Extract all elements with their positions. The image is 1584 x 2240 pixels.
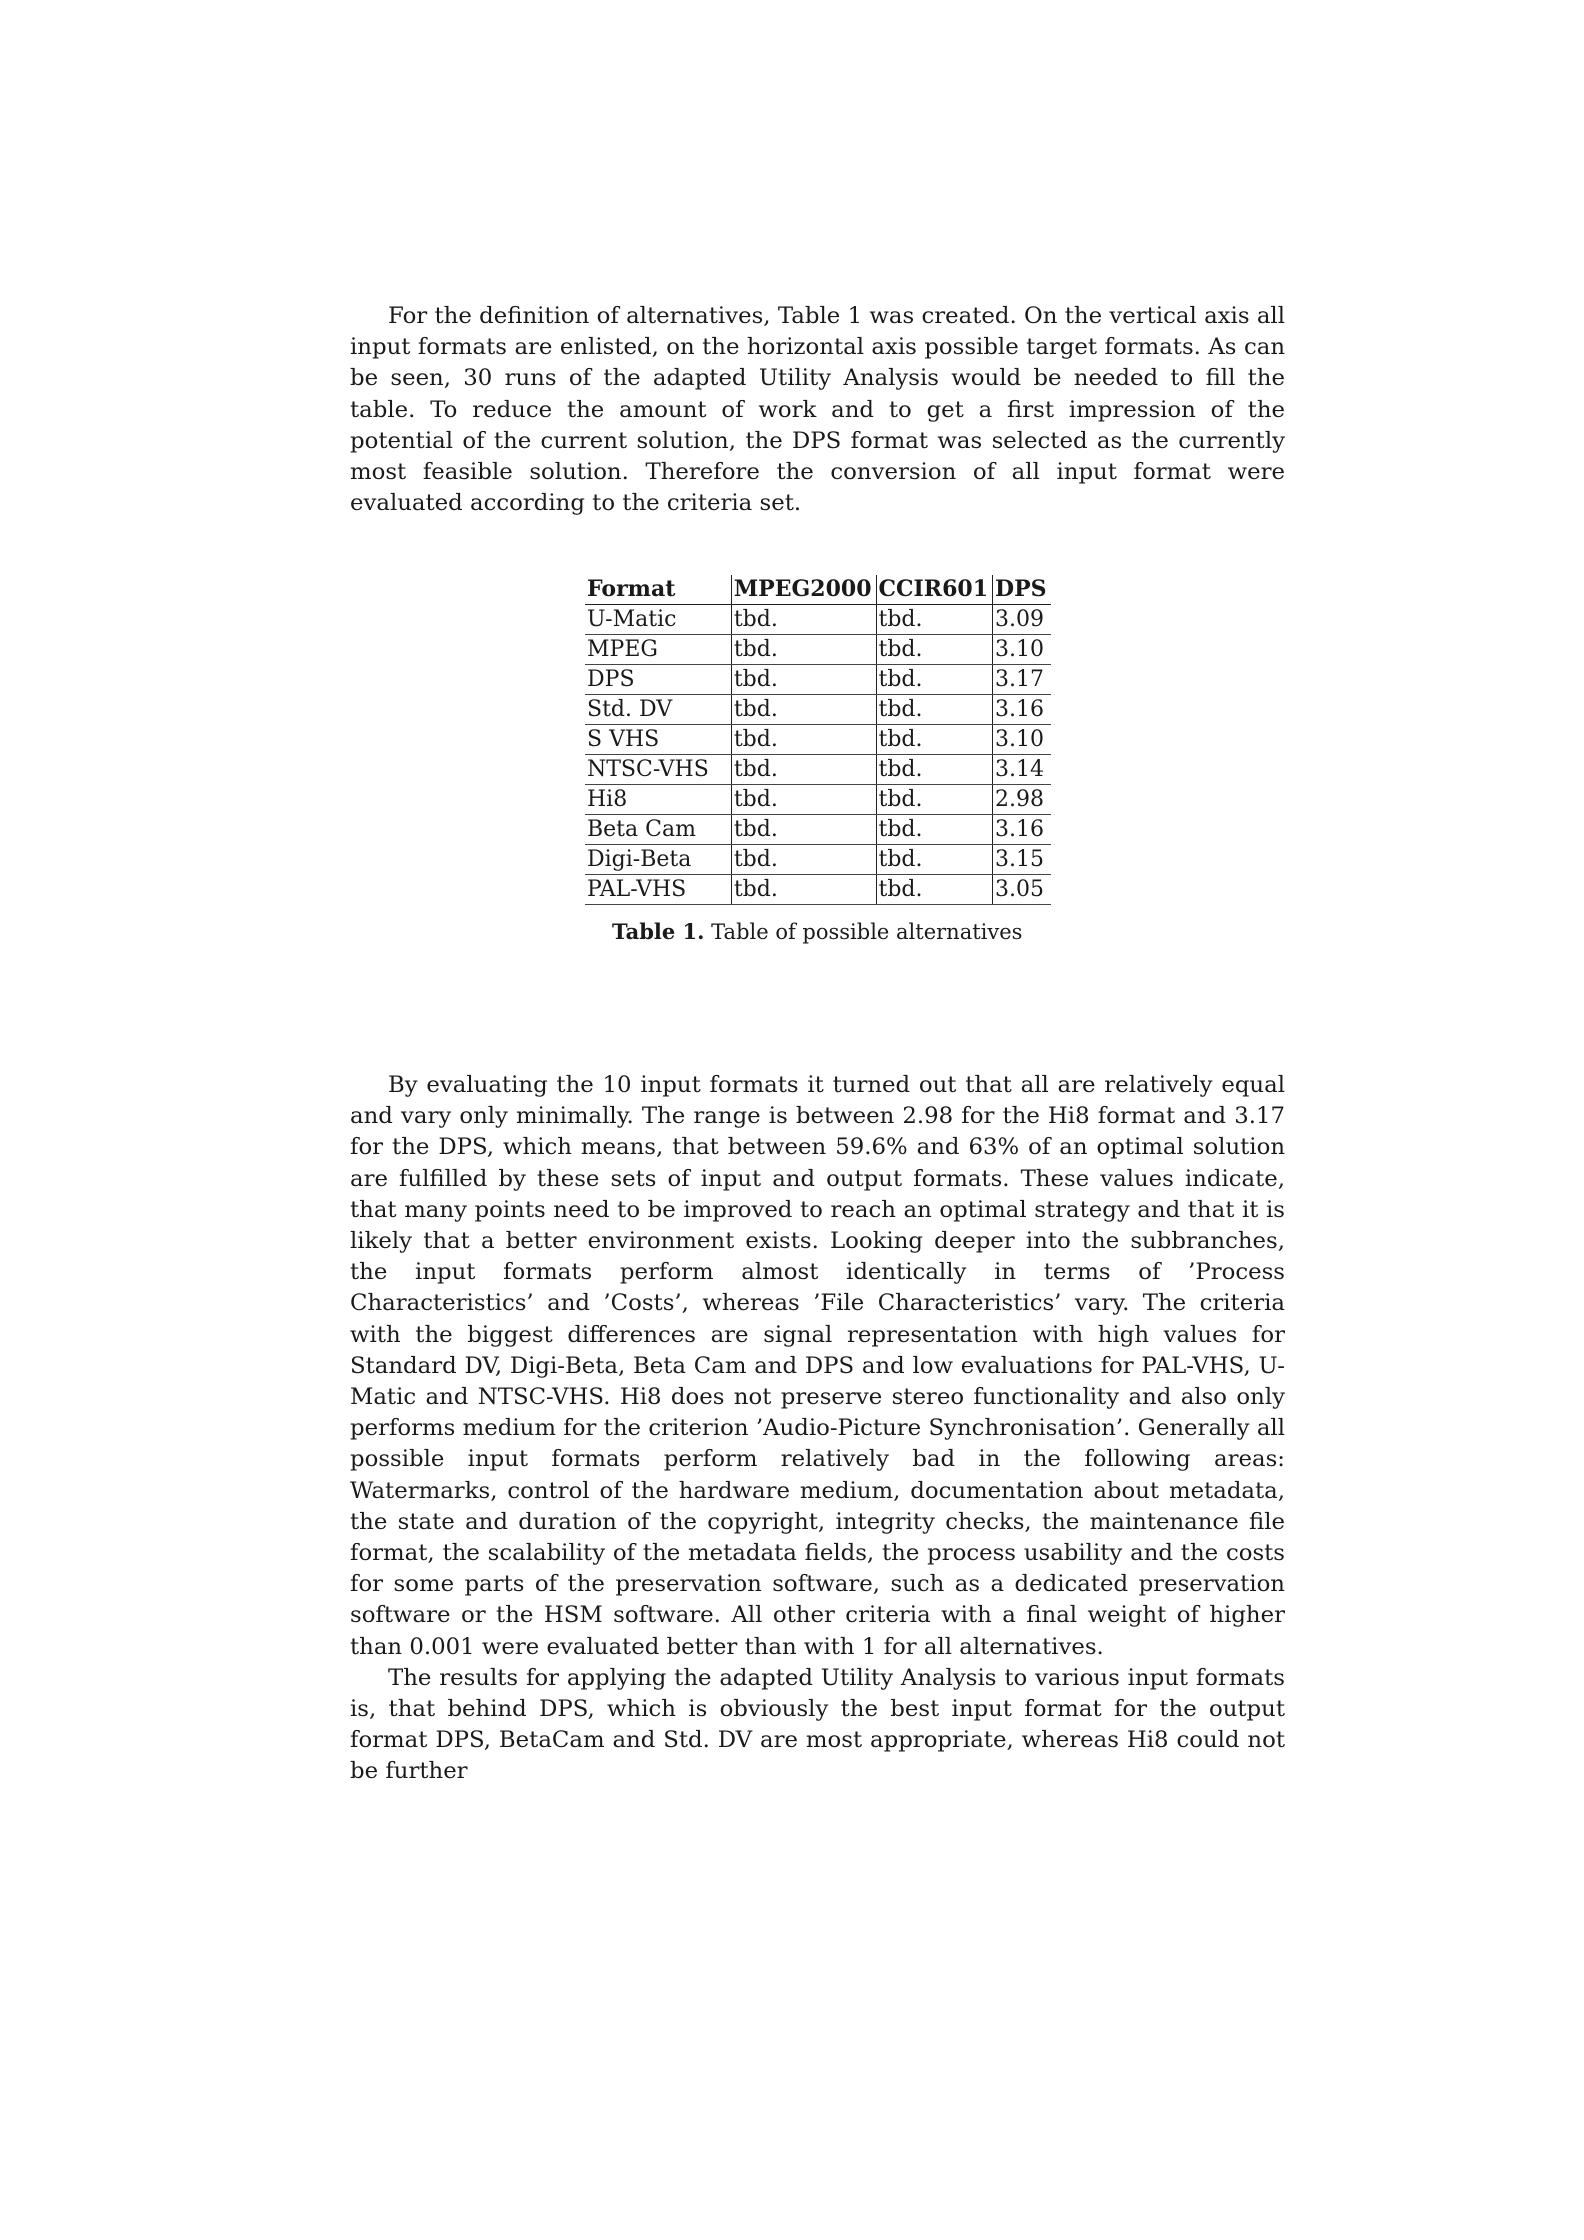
caption-text: Table of possible alternatives [711,920,1023,944]
table-cell-format: NTSC-VHS [585,755,731,785]
table-cell-value: tbd. [731,605,876,635]
header-dps: DPS [993,575,1051,605]
alternatives-table-container [585,575,1051,905]
table-cell-value: tbd. [876,845,993,875]
table-row [585,605,1051,635]
conclusion-paragraph: The results for applying the adapted Utility Analysis to various input formats is, that behind DPS, which is obviously the best input format for the output format DPS, BetaCam and Std. DV are most appropriate, whereas Hi8 could not be further [350,1664,1285,1785]
table-caption [612,918,1022,946]
table-cell-value: 3.10 [993,635,1051,665]
intro-paragraph-block [350,301,1285,519]
table-cell-format: S VHS [585,725,731,755]
table-cell-format: Hi8 [585,785,731,815]
table-row [585,635,1051,665]
table-cell-value: tbd. [731,875,876,905]
table-cell-value: 3.16 [993,695,1051,725]
table-row [585,695,1051,725]
header-ccir601: CCIR601 [876,575,993,605]
table-cell-format: Digi-Beta [585,845,731,875]
header-format: Format [585,575,731,605]
table-cell-value: tbd. [876,785,993,815]
table-cell-format: Std. DV [585,695,731,725]
table-cell-value: tbd. [731,815,876,845]
table-cell-format: DPS [585,665,731,695]
table-header-row [585,575,1051,605]
table-cell-format: PAL-VHS [585,875,731,905]
table-row [585,725,1051,755]
table-cell-value: 3.14 [993,755,1051,785]
table-cell-format: U-Matic [585,605,731,635]
table-cell-value: 3.16 [993,815,1051,845]
table-row [585,845,1051,875]
table-cell-value: 3.10 [993,725,1051,755]
table-cell-value: 3.15 [993,845,1051,875]
table-cell-format: Beta Cam [585,815,731,845]
table-cell-value: tbd. [731,695,876,725]
table-row [585,785,1051,815]
table-cell-value: tbd. [731,785,876,815]
table-cell-value: 3.09 [993,605,1051,635]
table-cell-value: tbd. [876,605,993,635]
alternatives-table [585,575,1051,905]
evaluation-paragraph: By evaluating the 10 input formats it turned out that all are relatively equal and vary only minimally. The range is between 2.98 for the Hi8 format and 3.17 for the DPS, which means, that between 59.6% and 63% of an optimal solution are fulfilled by these sets of input and output formats. These values indicate, that many points need to be improved to reach an optimal strategy and that it is likely that a better environment exists. Looking deeper into the subbranches, the input formats perform almost identically in terms of ’Process Characteristics’ and ’Costs’, whereas ’File Characteristics’ vary. The criteria with the biggest differences are signal representation with high values for Standard DV, Digi-Beta, Beta Cam and DPS and low evaluations for PAL-VHS, U-Matic and NTSC-VHS. Hi8 does not preserve stereo functionality and also only performs medium for the criterion ’Audio-Picture Synchronisation’. Generally all possible input formats perform relatively bad in the following areas: Watermarks, control of the hardware medium, documentation about metadata, the state and duration of the copyright, integrity checks, the maintenance file format, the scalability of the metadata fields, the process usability and the costs for some parts of the preservation software, such as a dedicated preservation software or the HSM software. All other criteria with a final weight of higher than 0.001 were evaluated better than with 1 for all alternatives. [350,1072,1285,1660]
table-cell-value: tbd. [731,665,876,695]
table-cell-value: tbd. [731,845,876,875]
table-row [585,815,1051,845]
table-cell-value: tbd. [876,725,993,755]
table-cell-value: tbd. [731,725,876,755]
table-cell-value: tbd. [876,665,993,695]
table-cell-value: 3.17 [993,665,1051,695]
intro-paragraph: For the definition of alternatives, Table 1 was created. On the vertical axis all input formats are enlisted, on the horizontal axis possible target formats. As can be seen, 30 runs of the adapted Utility Analysis would be needed to fill the table. To reduce the amount of work and to get a first impression of the potential of the current solution, the DPS format was selected as the currently most feasible solution. Therefore the conversion of all input format were evaluated according to the criteria set. [350,303,1285,517]
table-cell-format: MPEG [585,635,731,665]
table-cell-value: 3.05 [993,875,1051,905]
table-cell-value: tbd. [876,695,993,725]
table-row [585,755,1051,785]
table-row [585,665,1051,695]
results-paragraph-block [350,1070,1285,1788]
header-mpeg2000: MPEG2000 [731,575,876,605]
table-cell-value: tbd. [731,635,876,665]
table-cell-value: 2.98 [993,785,1051,815]
table-row [585,875,1051,905]
table-cell-value: tbd. [876,875,993,905]
table-cell-value: tbd. [876,755,993,785]
caption-label: Table 1. [612,919,705,944]
table-cell-value: tbd. [876,815,993,845]
table-cell-value: tbd. [731,755,876,785]
table-body [585,605,1051,905]
table-cell-value: tbd. [876,635,993,665]
